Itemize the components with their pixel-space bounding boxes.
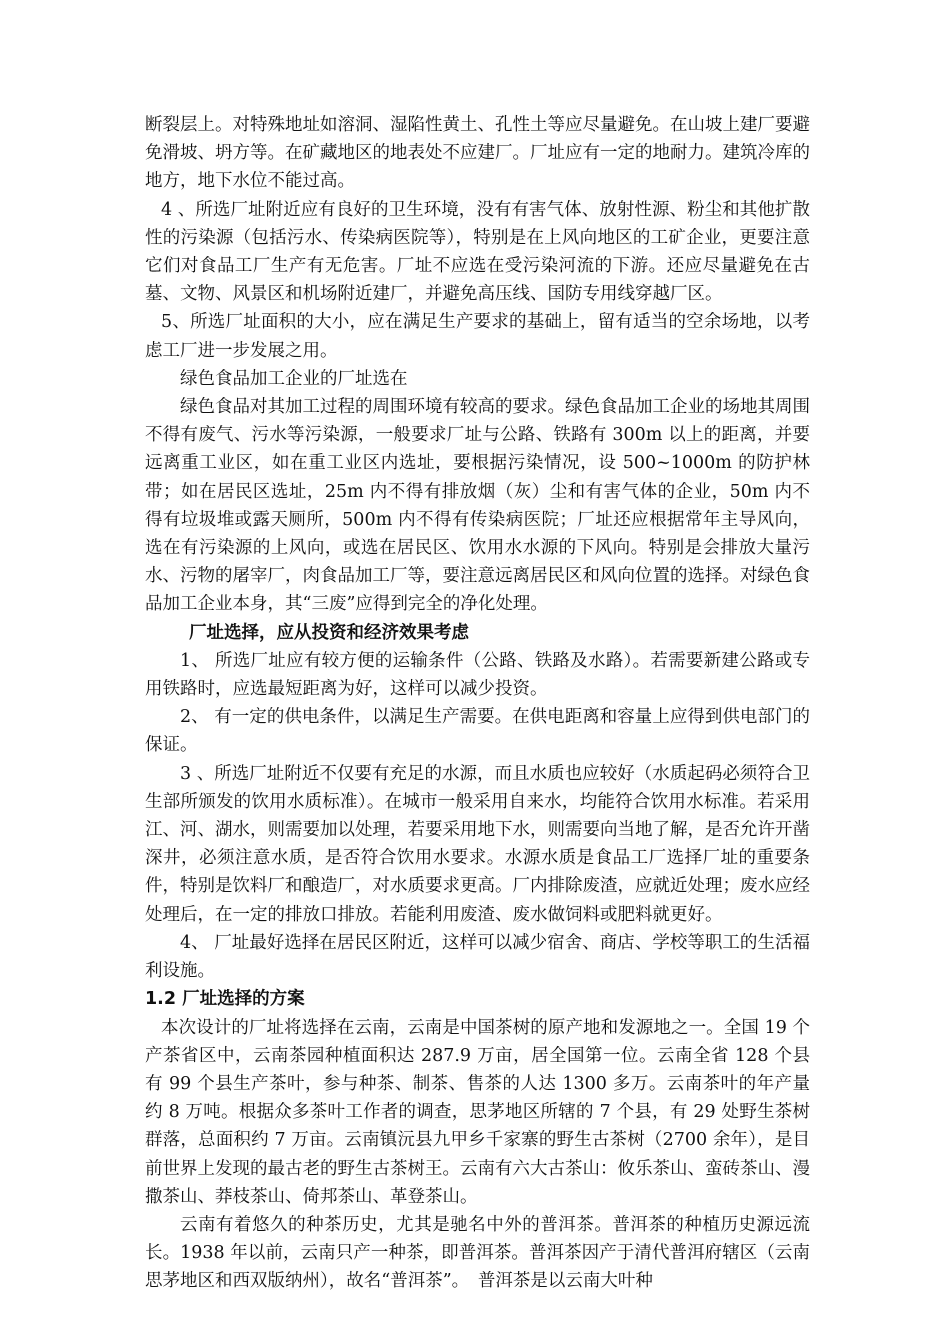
- subheading-green-food-site: 绿色食品加工企业的厂址选在: [180, 368, 408, 389]
- section-heading-site-plan: 1.2 厂址选择的方案: [145, 989, 305, 1010]
- paragraph-sanitary-environment: 4 、所选厂址附近应有良好的卫生环境，没有有害气体、放射性源、粉尘和其他扩散性的污染源（包括污水、传染病医院等），特别是在上风向地区的工矿企业，更要注意它们对食品工厂生产有无危害。厂址不应选在受污染河流的下游。还应尽量避免在古墓、文物、风景区和机场附近建厂，并避免高压线、国防专用线穿越厂区。: [145, 199, 810, 305]
- paragraph-power-supply: 2、 有一定的供电条件，以满足生产需要。在供电距离和容量上应得到供电部门的保证。: [145, 707, 810, 756]
- document-page: [145, 111, 810, 1296]
- paragraph-puer-history: 云南有着悠久的种茶历史，尤其是驰名中外的普洱茶。普洱茶的种植历史源远流长。1938 年以前，云南只产一种茶，即普洱茶。普洱茶因产于清代普洱府辖区（云南思茅地区和西双版纳州），故名“普洱茶”。 普洱茶是以云南大叶种: [145, 1214, 810, 1292]
- paragraph-yunnan-tea: 本次设计的厂址将选择在云南，云南是中国茶树的原产地和发源地之一。全国 19 个产茶省区中，云南茶园种植面积达 287.9 万亩，居全国第一位。云南全省 128 个县有 99 个县生产茶叶，参与种茶、制茶、售茶的人达 1300 多万。云南茶叶的年产量约 8 万吨。根据众多茶叶工作者的调查，思茅地区所辖的 7 个县，有 29 处野生茶树群落，总面积约 7 万亩。云南镇沅县九甲乡千家寨的野生古茶树（2700 余年），是目前世界上发现的最古老的野生古茶树王。云南有六大古茶山：攸乐茶山、蛮砖茶山、漫撒茶山、莽枝茶山、倚邦茶山、革登茶山。: [145, 1017, 810, 1207]
- paragraph-water-source: 3 、所选厂址附近不仅要有充足的水源，而且水质也应较好（水质起码必须符合卫生部所颁发的饮用水质标准）。在城市一般采用自来水，均能符合饮用水标准。若采用江、河、湖水，则需要加以处理，若要采用地下水，则需要向当地了解，是否允许开凿深井，必须注意水质，是否符合饮用水要求。水源水质是食品工厂选择厂址的重要条件，特别是饮料厂和酿造厂，对水质要求更高。厂内排除废渣，应就近处理；废水应经处理后，在一定的排放口排放。若能利用废渣、废水做饲料或肥料就更好。: [145, 763, 810, 925]
- paragraph-green-food-requirements: 绿色食品对其加工过程的周围环境有较高的要求。绿色食品加工企业的场地其周围不得有废气、污水等污染源，一般要求厂址与公路、铁路有 300m 以上的距离，并要远离重工业区，如在重工业区内选址，要根据污染情况，设 500~1000m 的防护林带；如在居民区选址，25m 内不得有排放烟（灰）尘和有害气体的企业，50m 内不得有垃圾堆或露天厕所，500m 内不得有传染病医院；厂址还应根据常年主导风向，选在有污染源的上风向，或选在居民区、饮用水水源的下风向。特别是会排放大量污水、污物的屠宰厂，肉食品加工厂等，要注意远离居民区和风向位置的选择。对绿色食品加工企业本身，其“三废”应得到完全的净化处理。: [145, 397, 810, 615]
- paragraph-residential-proximity: 4、 厂址最好选择在居民区附近，这样可以减少宿舍、商店、学校等职工的生活福利设施。: [145, 932, 810, 982]
- heading-investment-economics: 厂址选择，应从投资和经济效果考虑: [189, 622, 469, 643]
- paragraph-transport: 1、 所选厂址应有较方便的运输条件（公路、铁路及水路）。若需要新建公路或专用铁路时，应选最短距离为好，这样可以减少投资。: [145, 650, 810, 700]
- paragraph-site-geology: 断裂层上。对特殊地址如溶洞、湿陷性黄土、孔性土等应尽量避免。在山坡上建厂要避免滑坡、坍方等。在矿藏地区的地表处不应建厂。厂址应有一定的地耐力。建筑冷库的地方，地下水位不能过高。: [145, 115, 810, 192]
- paragraph-site-area: 5、所选厂址面积的大小，应在满足生产要求的基础上，留有适当的空余场地，以考虑工厂进一步发展之用。: [145, 312, 810, 361]
